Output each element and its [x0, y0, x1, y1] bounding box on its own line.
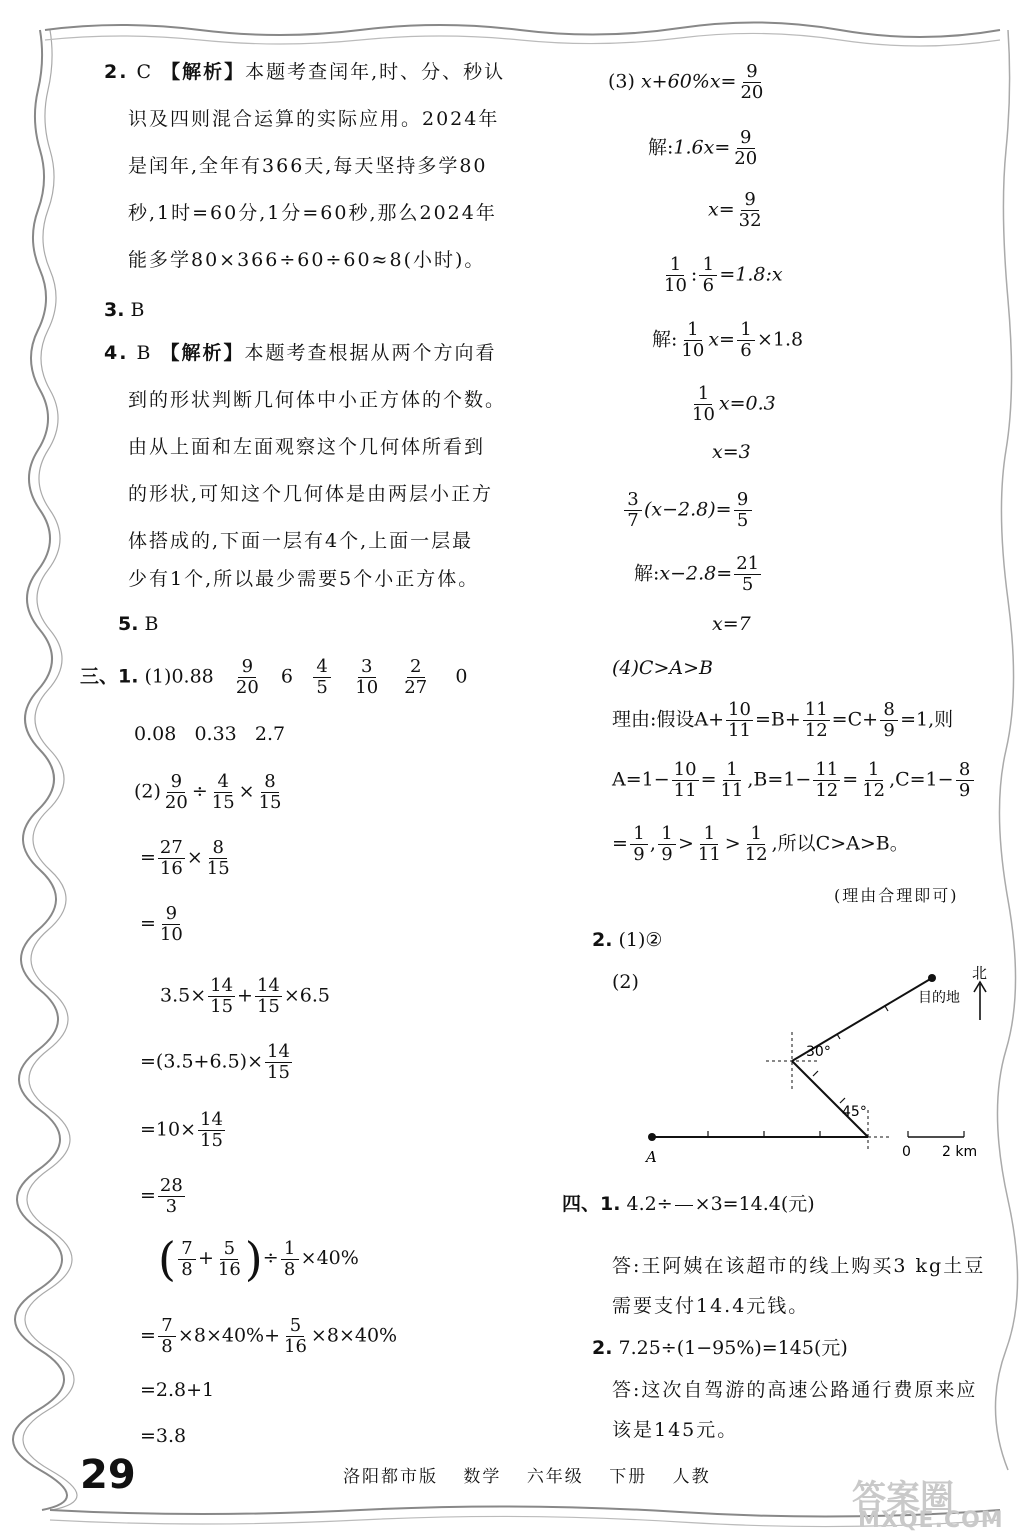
s3-p2c-line1: ( $\frac{7}{8}$ + $\frac{5}{16}$ )÷ $\frac{1}{8}$ ×40%: [158, 1232, 359, 1286]
q4-line-1: 4. B 【解析】本题考查根据从两个方向看: [104, 342, 497, 364]
scale-zero: 0: [902, 1144, 911, 1160]
point-destination: [928, 974, 936, 982]
scale-2km: 2 km: [942, 1144, 978, 1160]
fraction: $\frac{9}{20}$: [235, 656, 259, 698]
route-turn-to-mid: [792, 1061, 868, 1137]
s3-p2-line3: = $\frac{9}{10}$: [140, 903, 183, 945]
angle-45-label: 45°: [842, 1104, 867, 1120]
r-prop-line4: x=3: [712, 441, 751, 463]
point-a: [648, 1133, 656, 1141]
r-eq3-line3: x=7: [712, 613, 751, 635]
q2-line-2: 识及四则混合运算的实际应用。2024年: [128, 108, 500, 130]
angle-30-label: 30°: [806, 1044, 831, 1060]
watermark-url: MXQE.COM: [858, 1508, 1004, 1533]
footer-publisher: 人教: [672, 1467, 711, 1487]
fraction: $\frac{3}{10}$: [355, 656, 379, 698]
r-reason-line3: = $\frac{1}{9}$ , $\frac{1}{9}$ > $\frac{1}{11}$ > $\frac{1}{12}$ ,所以C>A>B。: [612, 823, 909, 865]
r-q2-1: 2. (1)②: [592, 929, 663, 951]
s3-p2b-line4: = $\frac{28}{3}$: [140, 1175, 183, 1217]
q2-line-3: 是闰年,全年有366天,每天坚持多学80: [128, 155, 488, 177]
r-prop-line3: $\frac{1}{10}$ x=0.3: [692, 383, 776, 425]
s4-q1-ans2: 需要支付14.4元钱。: [612, 1295, 810, 1317]
s3-p2b-line3: =10× $\frac{14}{15}$: [140, 1109, 223, 1151]
r-prop-line1: $\frac{1}{10}$ : $\frac{1}{6}$ =1.8:x: [664, 254, 783, 296]
q4-line-5: 体搭成的,下面一层有4个,上面一层最: [128, 530, 474, 552]
q2-line-1: 2. C 【解析】本题考查闰年,时、分、秒认: [104, 61, 506, 83]
point-a-label: A: [646, 1148, 657, 1166]
r-prop-line2: 解: $\frac{1}{10}$ x= $\frac{1}{6}$ ×1.8: [652, 319, 804, 361]
s4-q2-ans2: 该是145元。: [612, 1419, 739, 1441]
s4-q1-ans1: 答:王阿姨在该超市的线上购买3 kg土豆: [612, 1255, 986, 1277]
s4-q2-eq: 2. 7.25÷(1−95%)=145(元): [592, 1337, 848, 1359]
footer-city: 洛阳都市版: [343, 1467, 438, 1487]
s3-p1-row1: 三、1. (1)0.88 $\frac{9}{20}$ 6 $\frac{4}{5}$ $\frac{3}{10}$ $\frac{2}{27}$ 0: [80, 656, 468, 698]
q4-line-2: 到的形状判断几何体中小正方体的个数。: [128, 389, 507, 411]
q5-answer: 5. B: [118, 613, 159, 635]
s3-p2c-line3: =2.8+1: [140, 1379, 215, 1401]
footer-subject: 数学: [463, 1467, 502, 1487]
r-p3-line1: (3) x+60%x= $\frac{9}{20}$: [608, 61, 764, 103]
s3-p2b-line1: 3.5× $\frac{14}{15}$ + $\frac{14}{15}$ ×6.5: [160, 975, 331, 1017]
r-reason-line2: A=1− $\frac{10}{11}$ = $\frac{1}{11}$ ,B=1− $\frac{11}{12}$ = $\frac{1}{12}$ ,C=1− $\frac{8}{9}$: [612, 760, 976, 801]
footer-grade: 六年级: [526, 1467, 584, 1487]
s4-q1-eq: 四、1. 4.2÷ ×3=14.4(元): [562, 1193, 815, 1215]
r-reason-line1: 理由:假设A+ $\frac{10}{11}$ =B+ $\frac{11}{12}$ =C+ $\frac{8}{9}$ =1,则: [612, 699, 954, 741]
s3-p2-line1: (2) $\frac{9}{20}$ ÷ $\frac{4}{15}$ × $\frac{8}{15}$: [134, 771, 282, 813]
r-p3-line2: 解:1.6x= $\frac{9}{20}$: [648, 127, 758, 169]
direction-diagram: [600, 960, 1000, 1170]
q4-line-4: 的形状,可知这个几何体是由两层小正方: [128, 483, 494, 505]
footer: [343, 1462, 729, 1487]
q2-line-4: 秒,1时=60分,1分=60秒,那么2024年: [128, 202, 497, 224]
north-label: 北: [972, 964, 988, 982]
q4-line-6: 少有1个,所以最少需要5个小正方体。: [128, 568, 480, 590]
s3-p2c-line2: = $\frac{7}{8}$ ×8×40%+ $\frac{5}{16}$ ×8×40%: [140, 1315, 398, 1357]
r-eq3-line2: 解:x−2.8= $\frac{21}{5}$: [634, 553, 760, 595]
r-note: (理由合理即可): [834, 886, 959, 905]
q4-line-3: 由从上面和左面观察这个几何体所看到: [128, 436, 486, 458]
fraction: $\frac{2}{27}$: [404, 656, 428, 698]
page-number: 29: [80, 1452, 136, 1498]
watermark-logo: 答案圈: [852, 1478, 954, 1518]
q3-answer: 3. B: [104, 299, 145, 321]
s4-q2-ans1: 答:这次自驾游的高速公路通行费原来应: [612, 1379, 978, 1401]
destination-label: 目的地: [918, 990, 960, 1006]
q2-line-5: 能多学80×366÷60÷60≈8(小时)。: [128, 249, 486, 271]
r-p4: (4)C>A>B: [612, 657, 713, 679]
footer-term: 下册: [609, 1467, 648, 1487]
s3-p2b-line2: =(3.5+6.5)× $\frac{14}{15}$: [140, 1041, 290, 1083]
r-q2-2: (2): [612, 971, 639, 993]
s3-p2c-line4: =3.8: [140, 1425, 187, 1447]
s3-p2-line2: = $\frac{27}{16}$ × $\frac{8}{15}$: [140, 837, 230, 879]
s3-p1-row2: 0.08 0.33 2.7: [134, 723, 286, 745]
fraction: $\frac{4}{5}$: [313, 657, 331, 698]
r-p3-line3: x= $\frac{9}{32}$: [708, 189, 762, 231]
r-eq3-line1: $\frac{3}{7}$ (x−2.8)= $\frac{9}{5}$: [622, 490, 754, 531]
